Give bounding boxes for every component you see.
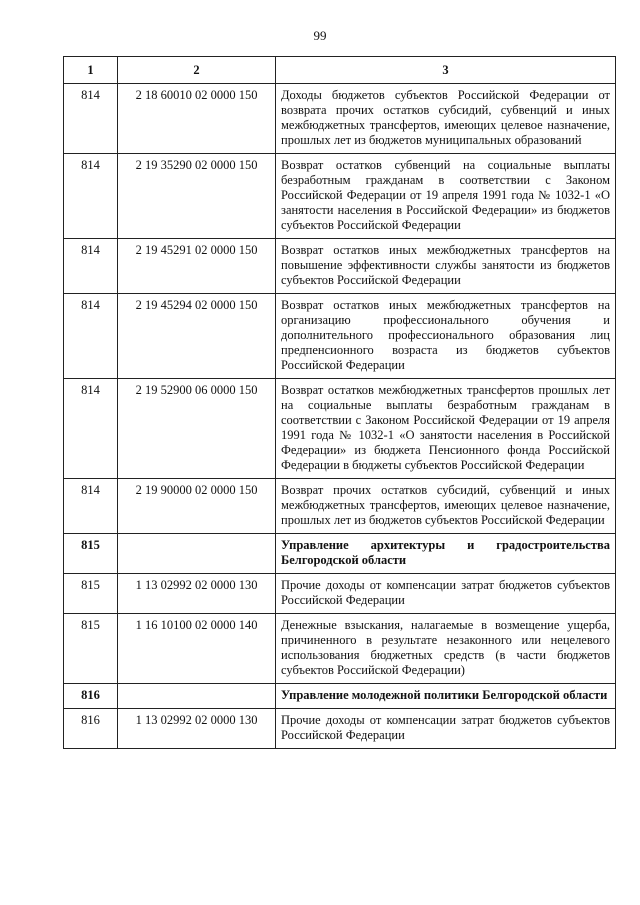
table-row (64, 614, 616, 684)
revenue-name-cell: Денежные взыскания, налагаемые в возмещение ущерба, причиненного в результате незаконного или нецелевого использования бюджетных средств (в части бюджетов субъектов Российской Федерации) (276, 614, 616, 684)
table-row (64, 239, 616, 294)
admin-code-cell: 814 (64, 379, 118, 479)
admin-code-cell: 814 (64, 154, 118, 239)
revenue-name-cell: Прочие доходы от компенсации затрат бюджетов субъектов Российской Федерации (276, 574, 616, 614)
admin-code-cell: 814 (64, 294, 118, 379)
revenue-code-cell: 2 18 60010 02 0000 150 (118, 84, 276, 154)
revenue-name-cell: Возврат остатков субвенций на социальные выплаты безработным гражданам в соответствии с Законом Российской Федерации от 19 апреля 1991 года № 1032-1 «О занятости населения в Российской Федерации» из бюджетов субъектов Российской Федерации (276, 154, 616, 239)
page-number: 99 (313, 28, 327, 43)
revenue-name-cell: Доходы бюджетов субъектов Российской Федерации от возврата прочих остатков субсидий, субвенций и иных межбюджетных трансфертов, имеющих целевое назначение, прошлых лет из бюджетов муниципальных образований (276, 84, 616, 154)
table-row (64, 294, 616, 379)
admin-code-cell: 816 (64, 684, 118, 709)
revenue-code-cell (118, 684, 276, 709)
revenue-code-cell: 2 19 45294 02 0000 150 (118, 294, 276, 379)
table-row-department (64, 684, 616, 709)
table-row (64, 379, 616, 479)
revenue-name-cell: Возврат остатков межбюджетных трансфертов прошлых лет на социальные выплаты безработным гражданам в соответствии с Законом Российской Федерации от 19 апреля 1991 года № 1032-1 «О занятости населения в Российской Федерации» из бюджета Пенсионного фонда Российской Федерации в бюджеты субъектов Российской Федерации (276, 379, 616, 479)
table-row (64, 154, 616, 239)
revenue-name-cell: Возврат остатков иных межбюджетных трансфертов на организацию профессионального обучения и дополнительного профессионального образования лиц предпенсионного возраста из бюджетов субъектов Российской Федерации (276, 294, 616, 379)
column-header-3: 3 (276, 57, 616, 84)
admin-code-cell: 815 (64, 574, 118, 614)
revenue-code-cell: 2 19 90000 02 0000 150 (118, 479, 276, 534)
revenue-name-cell: Возврат остатков иных межбюджетных трансфертов на повышение эффективности службы занятости из бюджетов субъектов Российской Федерации (276, 239, 616, 294)
revenue-code-cell: 1 16 10100 02 0000 140 (118, 614, 276, 684)
revenue-code-cell: 1 13 02992 02 0000 130 (118, 574, 276, 614)
revenue-code-cell (118, 534, 276, 574)
admin-code-cell: 815 (64, 534, 118, 574)
column-header-1: 1 (64, 57, 118, 84)
table-body (64, 84, 616, 749)
revenue-name-cell: Возврат прочих остатков субсидий, субвенций и иных межбюджетных трансфертов, имеющих целевое назначение, прошлых лет из бюджетов субъектов Российской Федерации (276, 479, 616, 534)
revenue-code-cell: 2 19 52900 06 0000 150 (118, 379, 276, 479)
table-row (64, 574, 616, 614)
admin-code-cell: 814 (64, 479, 118, 534)
admin-code-cell: 816 (64, 709, 118, 749)
table-row-department (64, 534, 616, 574)
revenue-name-cell: Управление молодежной политики Белгородской области (276, 684, 616, 709)
revenue-name-cell: Прочие доходы от компенсации затрат бюджетов субъектов Российской Федерации (276, 709, 616, 749)
table-row (64, 84, 616, 154)
column-header-2: 2 (118, 57, 276, 84)
admin-code-cell: 815 (64, 614, 118, 684)
revenue-codes-table (63, 56, 616, 749)
revenue-code-cell: 2 19 35290 02 0000 150 (118, 154, 276, 239)
admin-code-cell: 814 (64, 239, 118, 294)
table-row (64, 709, 616, 749)
revenue-code-cell: 1 13 02992 02 0000 130 (118, 709, 276, 749)
table-row (64, 479, 616, 534)
admin-code-cell: 814 (64, 84, 118, 154)
revenue-code-cell: 2 19 45291 02 0000 150 (118, 239, 276, 294)
table-header-row (64, 57, 616, 84)
revenue-name-cell: Управление архитектуры и градостроительства Белгородской области (276, 534, 616, 574)
